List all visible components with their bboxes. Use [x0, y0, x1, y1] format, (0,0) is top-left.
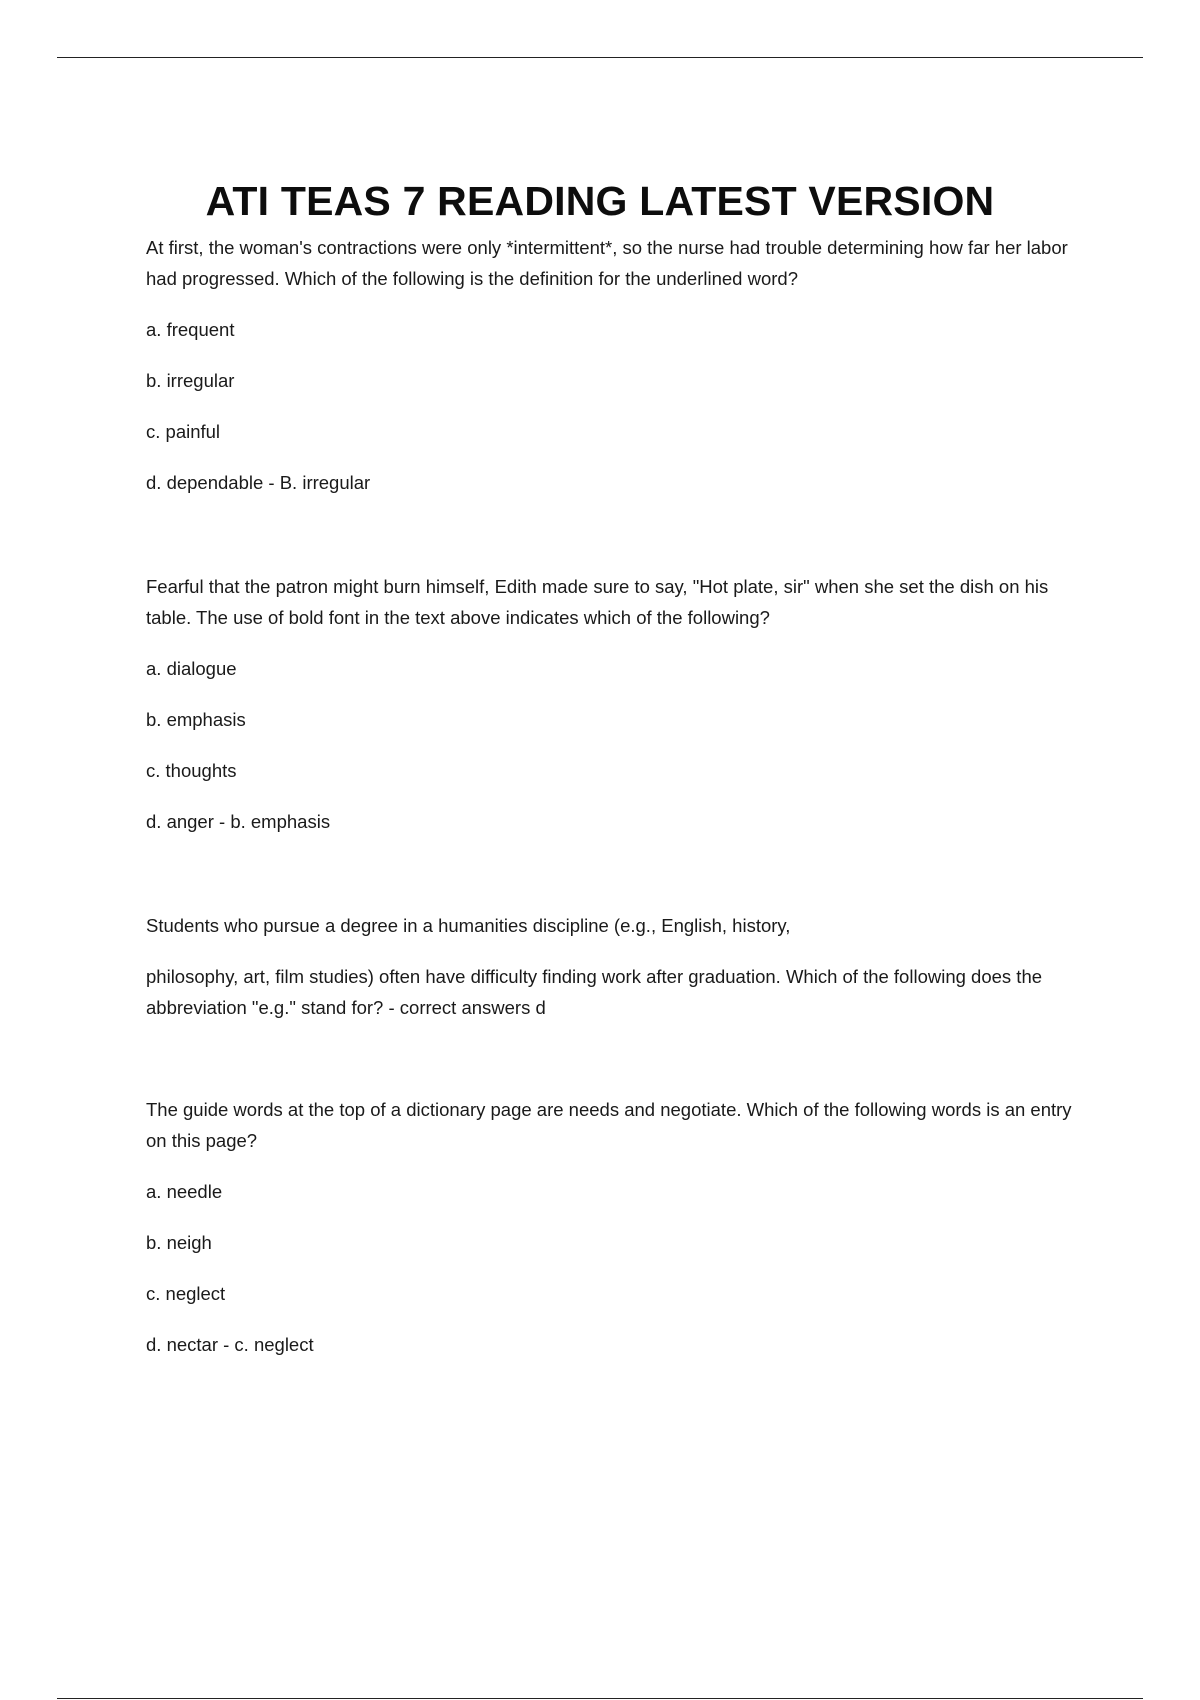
top-rule — [57, 57, 1143, 58]
option-d-with-answer: d. anger - b. emphasis — [146, 811, 331, 832]
question-text-line-1: Students who pursue a degree in a humanities discipline (e.g., English, history, — [146, 915, 791, 936]
option-b: b. emphasis — [146, 709, 246, 730]
question-4 — [146, 1094, 1096, 1380]
bottom-rule — [57, 1698, 1143, 1699]
question-text: The guide words at the top of a dictionary page are needs and negotiate. Which of the following words is an entry on this page? — [146, 1099, 1072, 1151]
option-d-with-answer: d. dependable - B. irregular — [146, 472, 371, 493]
option-a: a. needle — [146, 1181, 223, 1202]
option-b: b. irregular — [146, 370, 235, 391]
option-c: c. neglect — [146, 1283, 226, 1304]
option-c: c. painful — [146, 421, 221, 442]
document-title: ATI TEAS 7 READING LATEST VERSION — [205, 178, 995, 225]
option-a: a. frequent — [146, 319, 235, 340]
question-text: Fearful that the patron might burn himself, Edith made sure to say, "Hot plate, sir" when she set the dish on his table. The use of bold font in the text above indicates which of the following? — [146, 576, 1049, 628]
question-text: At first, the woman's contractions were only *intermittent*, so the nurse had trouble determining how far her labor had progressed. Which of the following is the definition for the underlined word? — [146, 237, 1068, 289]
option-d-with-answer: d. nectar - c. neglect — [146, 1334, 314, 1355]
option-b: b. neigh — [146, 1232, 212, 1253]
question-3 — [146, 910, 1096, 1043]
question-2 — [146, 571, 1096, 857]
question-1 — [146, 232, 1096, 518]
question-text-line-2: philosophy, art, film studies) often have difficulty finding work after graduation. Which of the following does the abbreviation "e.g." stand for? - correct answers d — [146, 966, 1043, 1018]
option-c: c. thoughts — [146, 760, 237, 781]
option-a: a. dialogue — [146, 658, 237, 679]
